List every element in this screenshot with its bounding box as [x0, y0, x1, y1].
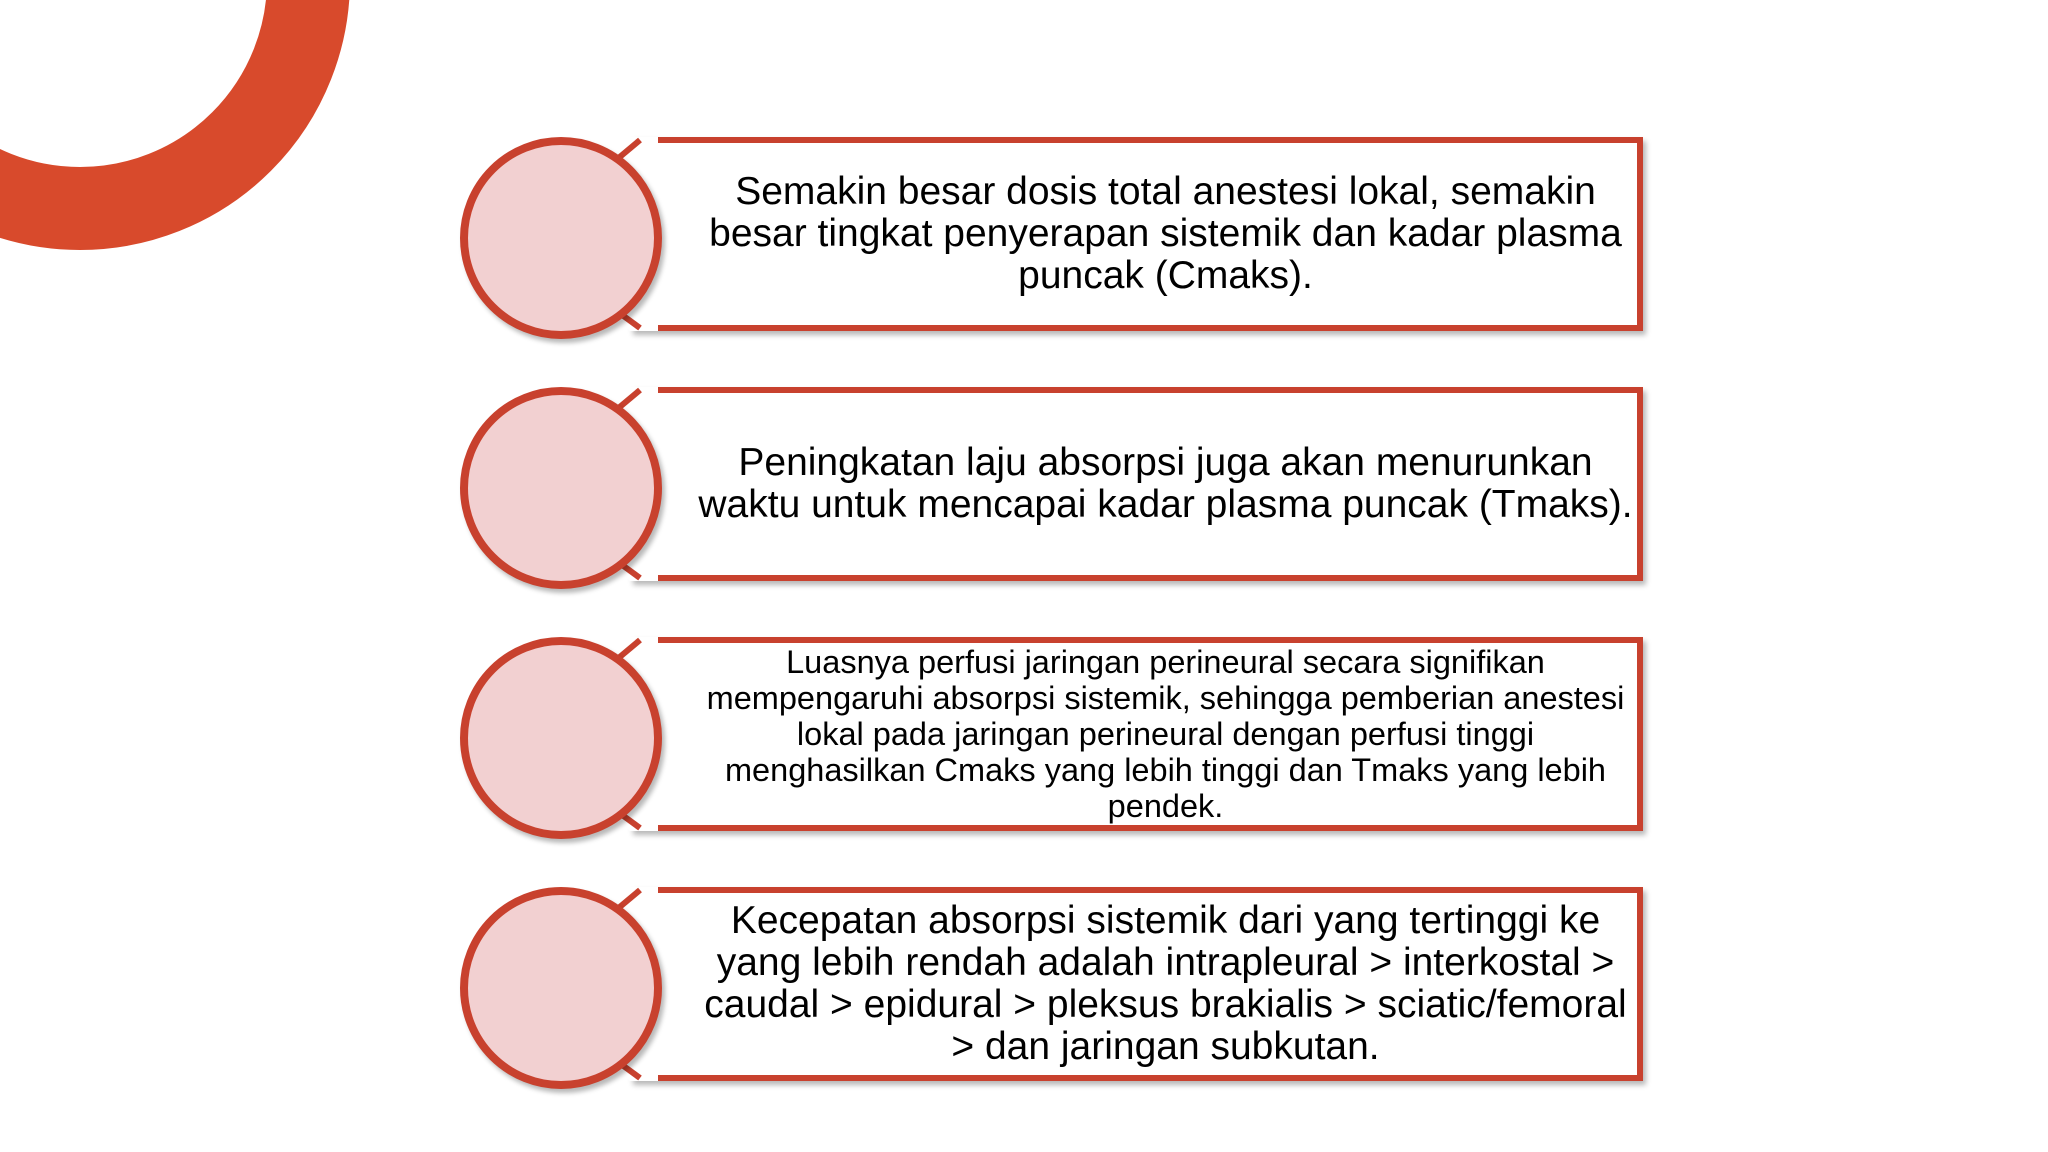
list-item: [460, 637, 1660, 839]
bullet-circle: [460, 137, 662, 339]
list-item: [460, 887, 1660, 1089]
item-text: Peningkatan laju absorpsi juga akan menurunkan waktu untuk mencapai kadar plasma puncak (Tmaks).: [698, 441, 1633, 526]
list-item: [460, 137, 1660, 339]
list-item: [460, 387, 1660, 589]
item-text: Luasnya perfusi jaringan perineural secara signifikan mempengaruhi absorpsi sistemik, sehingga pemberian anestesi lokal pada jaringan perineural dengan perfusi tinggi menghasilkan Cmaks yang lebih tinggi dan Tmaks yang lebih pendek.: [706, 644, 1625, 824]
bullet-circle: [460, 637, 662, 839]
decorative-arc: [0, 0, 350, 250]
bullet-circle: [460, 387, 662, 589]
item-text: Kecepatan absorpsi sistemik dari yang tertinggi ke yang lebih rendah adalah intrapleural > interkostal > caudal > epidural > pleksus brakialis > sciatic/femoral > dan jaringan subkutan.: [704, 899, 1627, 1068]
item-text: Semakin besar dosis total anestesi lokal, semakin besar tingkat penyerapan sistemik dan kadar plasma puncak (Cmaks).: [709, 170, 1622, 297]
bullet-circle: [460, 887, 662, 1089]
